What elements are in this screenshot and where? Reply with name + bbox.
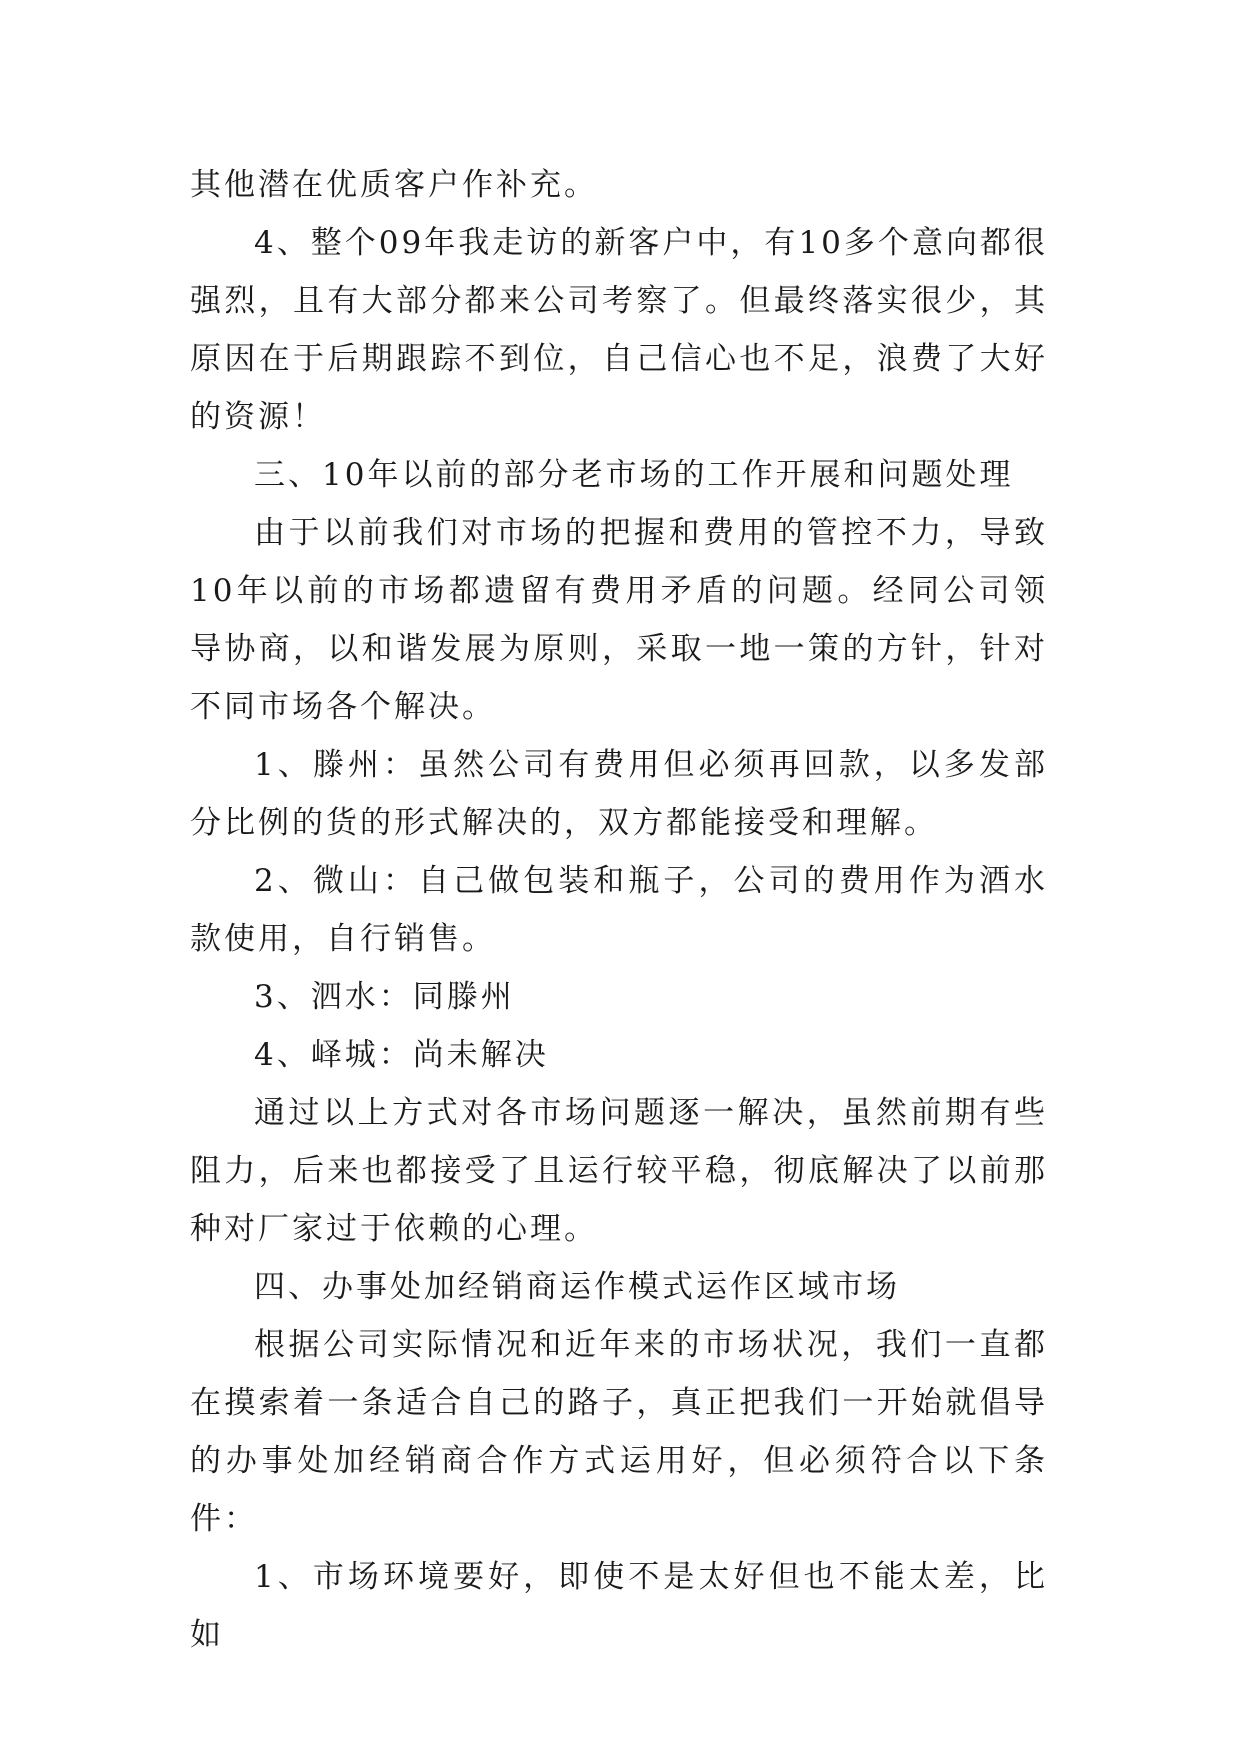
document-body: [190, 156, 1048, 1664]
list-item: 2、微山：自己做包装和瓶子，公司的费用作为酒水款使用，自行销售。: [190, 863, 1048, 957]
paragraph: 根据公司实际情况和近年来的市场状况，我们一直都在摸索着一条适合自己的路子，真正把我们一开始就倡导的办事处加经销商合作方式运用好，但必须符合以下条件：: [190, 1327, 1048, 1537]
paragraph: 由于以前我们对市场的把握和费用的管控不力，导致10年以前的市场都遗留有费用矛盾的问题。经同公司领导协商，以和谐发展为原则，采取一地一策的方针，针对不同市场各个解决。: [190, 515, 1048, 725]
list-item: 4、峄城：尚未解决: [254, 1037, 549, 1073]
paragraph: 4、整个09年我走访的新客户中，有10多个意向都很强烈，且有大部分都来公司考察了。但最终落实很少，其原因在于后期跟踪不到位，自己信心也不足，浪费了大好的资源！: [190, 225, 1048, 435]
list-item: 1、市场环境要好，即使不是太好但也不能太差，比如: [190, 1559, 1048, 1653]
section-heading: 四、办事处加经销商运作模式运作区域市场: [254, 1269, 900, 1305]
list-item: 1、滕州：虽然公司有费用但必须再回款，以多发部分比例的货的形式解决的，双方都能接受和理解。: [190, 747, 1048, 841]
list-item: 3、泗水：同滕州: [254, 979, 515, 1015]
section-heading: 三、10年以前的部分老市场的工作开展和问题处理: [254, 457, 1014, 493]
paragraph: 其他潜在优质客户作补充。: [190, 167, 598, 203]
paragraph: 通过以上方式对各市场问题逐一解决，虽然前期有些阻力，后来也都接受了且运行较平稳，彻底解决了以前那种对厂家过于依赖的心理。: [190, 1095, 1048, 1247]
